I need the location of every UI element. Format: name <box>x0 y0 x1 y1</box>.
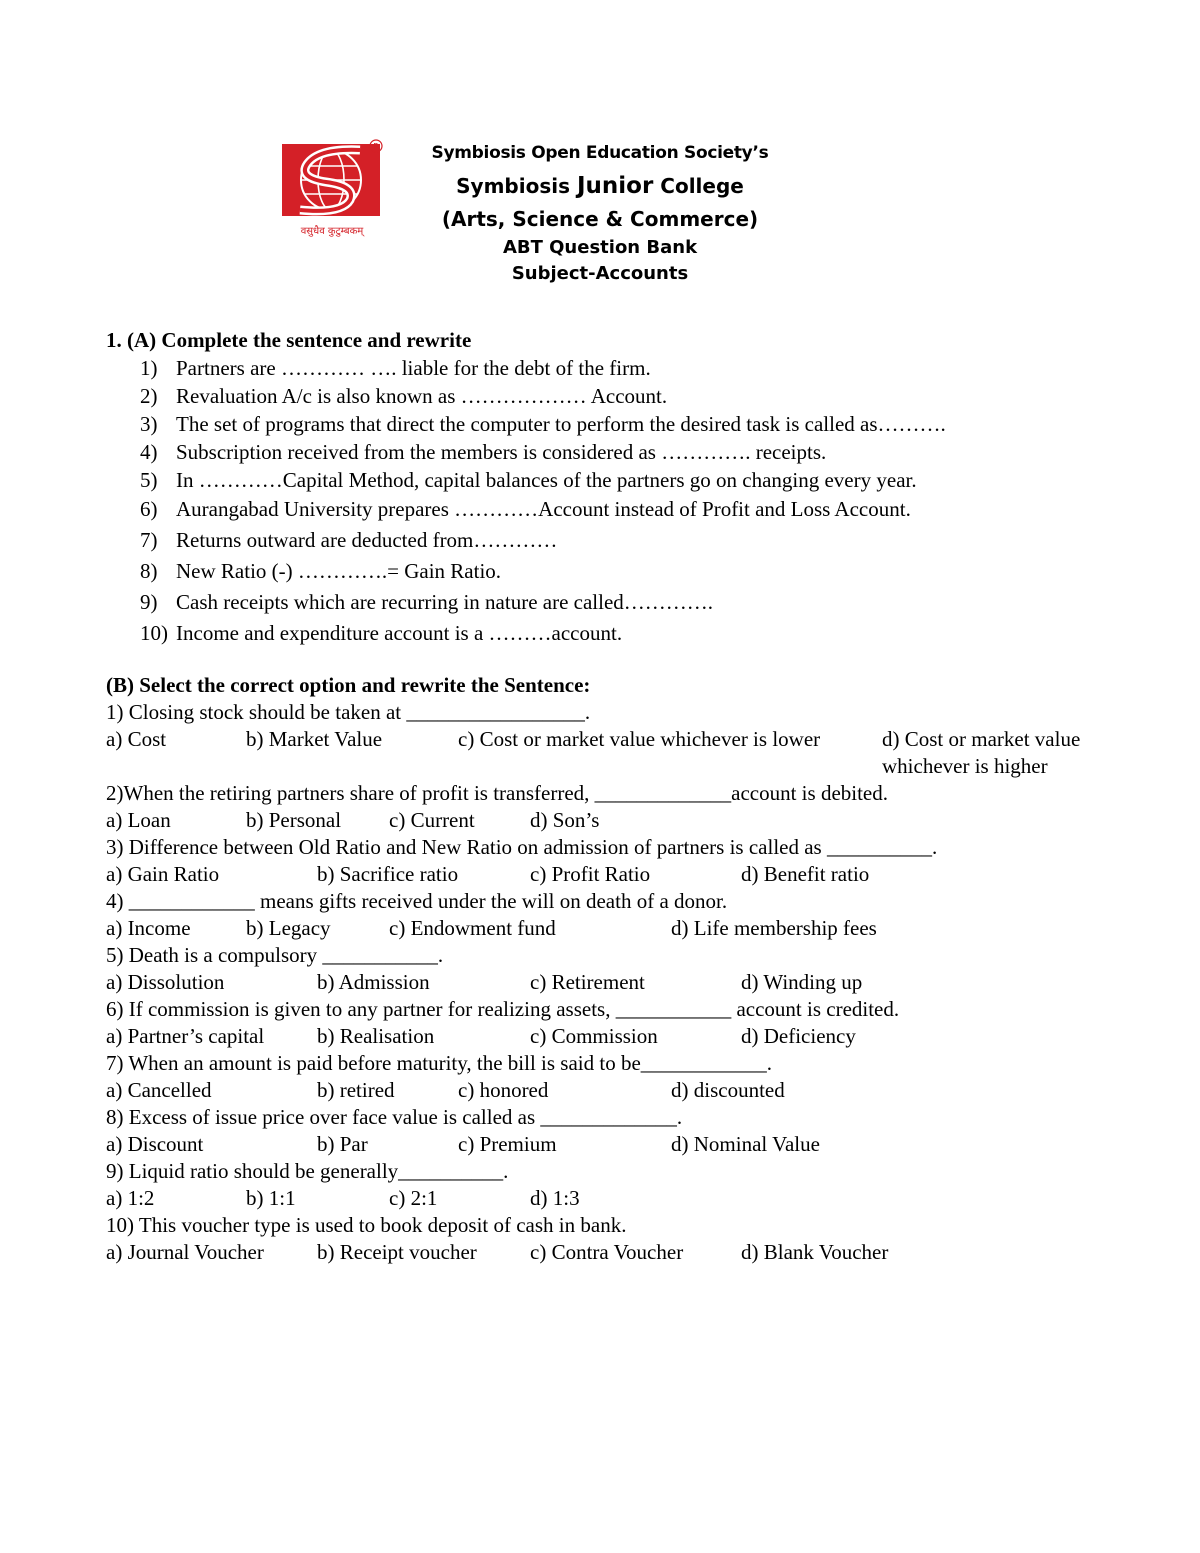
option: d) Son’s <box>530 808 600 832</box>
section-b <box>106 671 1106 1266</box>
option: a) Dissolution <box>106 970 225 994</box>
option: b) Par <box>317 1132 368 1156</box>
option-row <box>106 969 1106 996</box>
list-item: 2) Revaluation A/c is also known as ……………… Account. <box>140 384 668 408</box>
list-item: 3) The set of programs that direct the computer to perform the desired task is called as………. <box>140 412 946 436</box>
option: d) Blank Voucher <box>741 1240 889 1264</box>
option: a) 1:2 <box>106 1186 155 1210</box>
option: d) Benefit ratio <box>741 862 870 886</box>
option-row <box>106 1185 1106 1212</box>
question-text: 2)When the retiring partners share of profit is transferred, _____________account is debited. <box>106 781 889 805</box>
section-a-list <box>106 354 1106 649</box>
section-b-title: (B) Select the correct option and rewrite the Sentence: <box>106 673 591 697</box>
question-content <box>106 326 1106 1266</box>
list-item: 9) Cash receipts which are recurring in nature are called…………. <box>140 590 714 614</box>
option: c) Contra Voucher <box>530 1240 684 1264</box>
question-text: 6) If commission is given to any partner for realizing assets, ___________ account is credited. <box>106 997 900 1021</box>
option: d) Life membership fees <box>671 916 877 940</box>
list-item: 5) In …………Capital Method, capital balances of the partners go on changing every year. <box>140 468 917 492</box>
question-text: 5) Death is a compulsory ___________. <box>106 943 444 967</box>
society-name: Symbiosis Open Education Society’s <box>431 143 769 163</box>
list-item: 6) Aurangabad University prepares …………Account instead of Profit and Loss Account. <box>140 497 911 521</box>
question-text: 4) ____________ means gifts received under the will on death of a donor. <box>106 889 728 913</box>
option-row <box>106 1131 1106 1158</box>
list-item: 8) New Ratio (-) ………….= Gain Ratio. <box>140 559 502 583</box>
option: a) Partner’s capital <box>106 1024 265 1048</box>
option: c) Commission <box>530 1024 658 1048</box>
option: d) Winding up <box>741 970 863 994</box>
option: d) 1:3 <box>530 1186 580 1210</box>
option: b) 1:1 <box>246 1186 296 1210</box>
option: c) honored <box>458 1078 549 1102</box>
question-text: 1) Closing stock should be taken at _________________. <box>106 700 591 724</box>
list-item: 7) Returns outward are deducted from………… <box>140 528 558 552</box>
header-text-block <box>400 138 800 284</box>
option: b) Personal <box>246 808 342 832</box>
option-row <box>106 1077 1106 1104</box>
college-streams: (Arts, Science & Commerce) <box>441 207 759 231</box>
option: c) Premium <box>458 1132 557 1156</box>
list-item: 1) Partners are ………… …. liable for the debt of the firm. <box>140 356 651 380</box>
question-text: 3) Difference between Old Ratio and New Ratio on admission of partners is called as __________. <box>106 835 938 859</box>
option-row <box>106 1023 1106 1050</box>
logo-motto: वसुधैव कुटुम्बकम् <box>300 226 364 237</box>
option: a) Loan <box>106 808 171 832</box>
list-item: 10) Income and expenditure account is a ………account. <box>140 621 623 645</box>
option-row <box>106 861 1106 888</box>
option: b) Receipt voucher <box>317 1240 477 1264</box>
option: c) Profit Ratio <box>530 862 651 886</box>
option: a) Income <box>106 916 191 940</box>
option: c) Current <box>389 808 475 832</box>
option: b) Realisation <box>317 1024 435 1048</box>
section-a-title: 1. (A) Complete the sentence and rewrite <box>106 328 472 352</box>
document-subject: Subject-Accounts <box>511 263 689 284</box>
symbiosis-logo-icon <box>276 138 388 238</box>
option: c) Cost or market value whichever is lower <box>458 727 821 751</box>
option-row <box>106 915 1106 942</box>
option: d) Cost or market value whichever is higher <box>882 727 1081 778</box>
option: a) Discount <box>106 1132 204 1156</box>
option: c) Retirement <box>530 970 645 994</box>
college-name: Symbiosis Junior College <box>456 173 744 199</box>
svg-text:R: R <box>373 142 379 151</box>
option-row <box>106 1239 1106 1266</box>
option: c) Endowment fund <box>389 916 556 940</box>
question-text: 10) This voucher type is used to book deposit of cash in bank. <box>106 1213 627 1237</box>
option: b) retired <box>317 1078 395 1102</box>
option: d) Deficiency <box>741 1024 856 1048</box>
option: b) Market Value <box>246 727 383 751</box>
option: b) Sacrifice ratio <box>317 862 459 886</box>
option: b) Legacy <box>246 916 331 940</box>
option: a) Cancelled <box>106 1078 212 1102</box>
option: c) 2:1 <box>389 1186 438 1210</box>
question-text: 8) Excess of issue price over face value is called as _____________. <box>106 1105 683 1129</box>
option: b) Admission <box>317 970 430 994</box>
option: d) Nominal Value <box>671 1132 820 1156</box>
option: d) discounted <box>671 1078 785 1102</box>
option-row <box>106 807 1106 834</box>
list-item: 4) Subscription received from the members is considered as …………. receipts. <box>140 440 827 464</box>
option: a) Cost <box>106 727 167 751</box>
document-type: ABT Question Bank <box>502 237 698 258</box>
option: a) Gain Ratio <box>106 862 220 886</box>
option: a) Journal Voucher <box>106 1240 264 1264</box>
question-text: 9) Liquid ratio should be generally__________. <box>106 1159 509 1183</box>
question-text: 7) When an amount is paid before maturity, the bill is said to be____________. <box>106 1051 773 1075</box>
